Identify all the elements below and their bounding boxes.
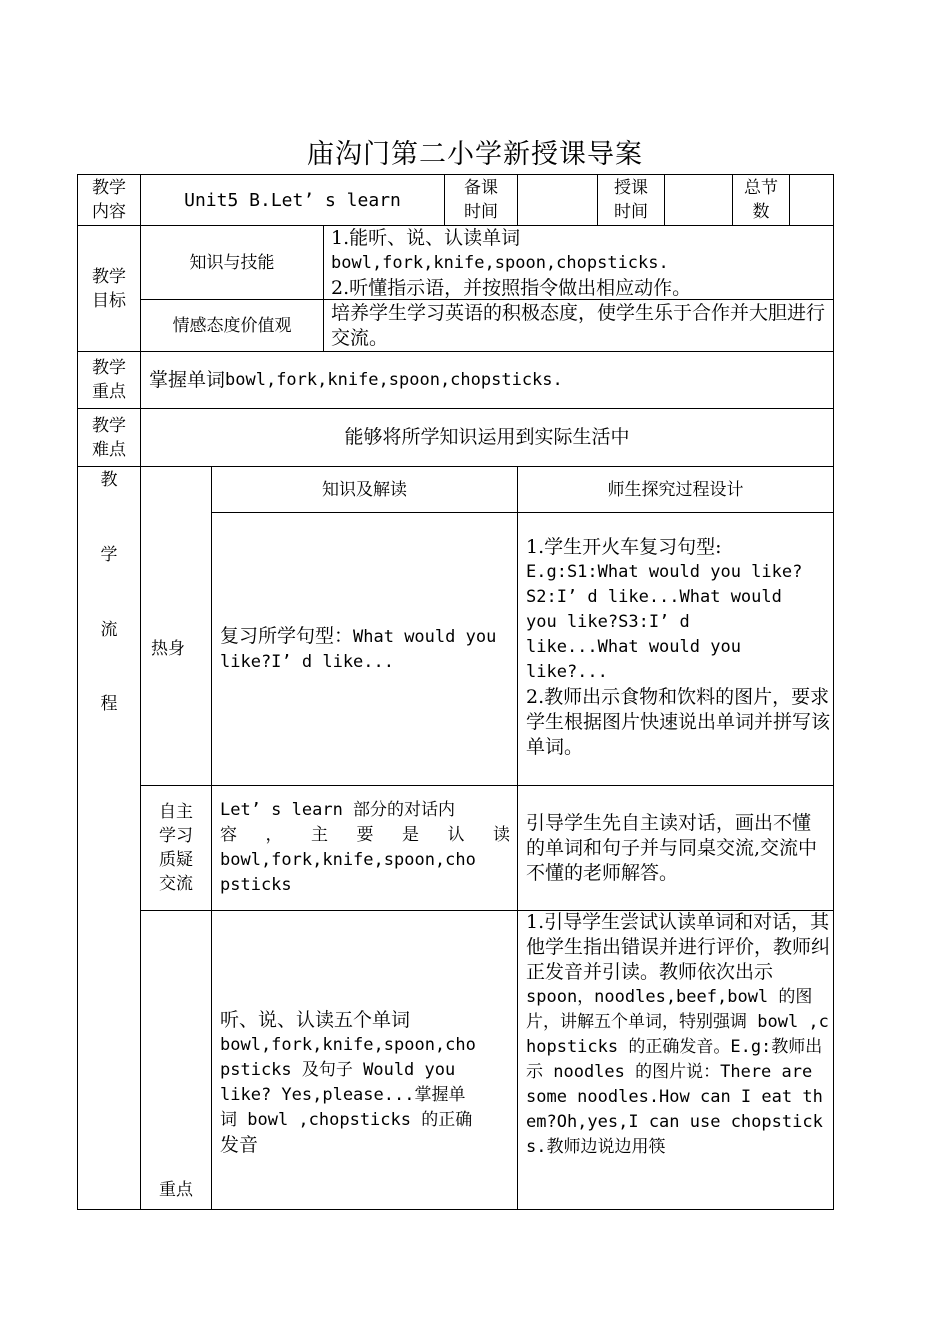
- process-label-3: 流: [100, 620, 118, 640]
- knowledge-skills-text: [331, 226, 831, 299]
- warmup-design-line-6: like?...: [526, 662, 608, 682]
- content-label: 教学内容: [92, 178, 126, 222]
- warmup-design: [526, 535, 831, 775]
- process-label-1: 教: [100, 470, 118, 490]
- key-words: bowl,fork,knife,spoon,chopsticks.: [225, 369, 563, 390]
- key-stage-knowledge-line-2: bowl,fork,knife,spoon,cho: [220, 1035, 476, 1055]
- self-study-knowledge-line-4: psticks: [220, 875, 292, 895]
- warmup-design-line-2: E.g:S1:What would you like?: [526, 562, 803, 582]
- total-value[interactable]: [790, 175, 833, 225]
- stage-warmup: 热身: [151, 639, 185, 659]
- self-study-knowledge-line-3: bowl,fork,knife,spoon,cho: [220, 850, 476, 870]
- warmup-design-line-4: you like?S3:I’ d: [526, 612, 690, 632]
- prep-time-label: 备课时间: [464, 178, 498, 222]
- teach-time-value[interactable]: [665, 175, 732, 225]
- key-stage-knowledge-line-1: 听、说、认读五个单词: [220, 1009, 411, 1031]
- self-study-knowledge-line-2: 容 ， 主 要 是 认 读: [220, 825, 510, 845]
- warmup-knowledge-en: What would you like?I’ d like...: [220, 626, 497, 672]
- key-stage-design: [526, 910, 831, 1208]
- col-design-header: 师生探究过程设计: [607, 479, 744, 500]
- warmup-design-line-5: like...What would you: [526, 637, 741, 657]
- teach-time-label: 授课时间: [614, 178, 648, 222]
- key-stage-knowledge-line-6: 发音: [220, 1134, 259, 1156]
- process-label-2: 学: [100, 545, 118, 565]
- difficulty-text: 能够将所学知识运用到实际生活中: [344, 426, 630, 448]
- warmup-knowledge-cn: 复习所学句型：: [220, 624, 354, 647]
- key-stage-knowledge: [220, 1008, 510, 1168]
- key-stage-knowledge-line-4: like? Yes,please...掌握单: [220, 1085, 466, 1105]
- key-stage-design-para-1: 1.引导学生尝试认读单词和对话，其他学生指出错误并进行评价，教师纠正发音并引读。教师依次出示: [526, 911, 831, 983]
- knowledge-line-1: 1.能听、说、认读单词: [331, 227, 521, 249]
- key-stage-knowledge-line-5: 词 bowl ,chopsticks 的正确: [220, 1110, 473, 1130]
- knowledge-skills-label: 知识与技能: [189, 252, 275, 273]
- col-knowledge-header: 知识及解读: [322, 479, 407, 500]
- key-stage-knowledge-line-3: psticks 及句子 Would you: [220, 1060, 456, 1080]
- stage-key: 重点: [159, 1180, 193, 1200]
- warmup-knowledge: [220, 513, 510, 785]
- key-prefix: 掌握单词: [149, 368, 226, 391]
- warmup-design-line-7: 2.教师出示食物和饮料的图片，要求学生根据图片快速说出单词并拼写该单词。: [526, 686, 831, 758]
- self-study-knowledge-line-1: Let’ s learn 部分的对话内: [220, 800, 456, 820]
- page-title: 庙沟门第二小学新授课导案: [307, 139, 643, 170]
- warmup-design-line-1: 1.学生开火车复习句型:: [526, 536, 722, 558]
- prep-time-value[interactable]: [518, 175, 597, 225]
- process-label-4: 程: [100, 694, 118, 714]
- difficulty-label: 教学难点: [92, 415, 126, 460]
- total-label: 总节数: [744, 178, 778, 222]
- knowledge-line-3: 2.听懂指示语，并按照指令做出相应动作。: [331, 277, 692, 299]
- emotion-label: 情感态度价值观: [172, 315, 292, 336]
- warmup-design-line-3: S2:I’ d like...What would: [526, 587, 782, 607]
- key-label: 教学重点: [92, 358, 126, 402]
- self-study-design: 引导学生先自主读对话，画出不懂的单词和句子并与同桌交流,交流中不懂的老师解答。: [526, 811, 818, 884]
- emotion-text: 培养学生学习英语的积极态度，使学生乐于合作并大胆进行交流。: [331, 302, 826, 349]
- content-value: Unit5 B.Let’ s learn: [184, 189, 401, 211]
- stage-self-study: 自主学习质疑交流: [159, 802, 193, 894]
- self-study-knowledge: [220, 798, 510, 906]
- key-stage-design-para-2: spoon，noodles,beef,bowl 的图片，讲解五个单词，特别强调 bowl ,chopsticks 的正确发音。E.g:教师出示 noodles 的图片说：There are some noodles.How can I eat them?Oh,yes,I can use chopsticks.教师边说边用筷: [526, 987, 829, 1157]
- key-text: [149, 352, 829, 408]
- goals-label: 教学目标: [92, 266, 126, 311]
- knowledge-line-2: bowl,fork,knife,spoon,chopsticks.: [331, 253, 669, 273]
